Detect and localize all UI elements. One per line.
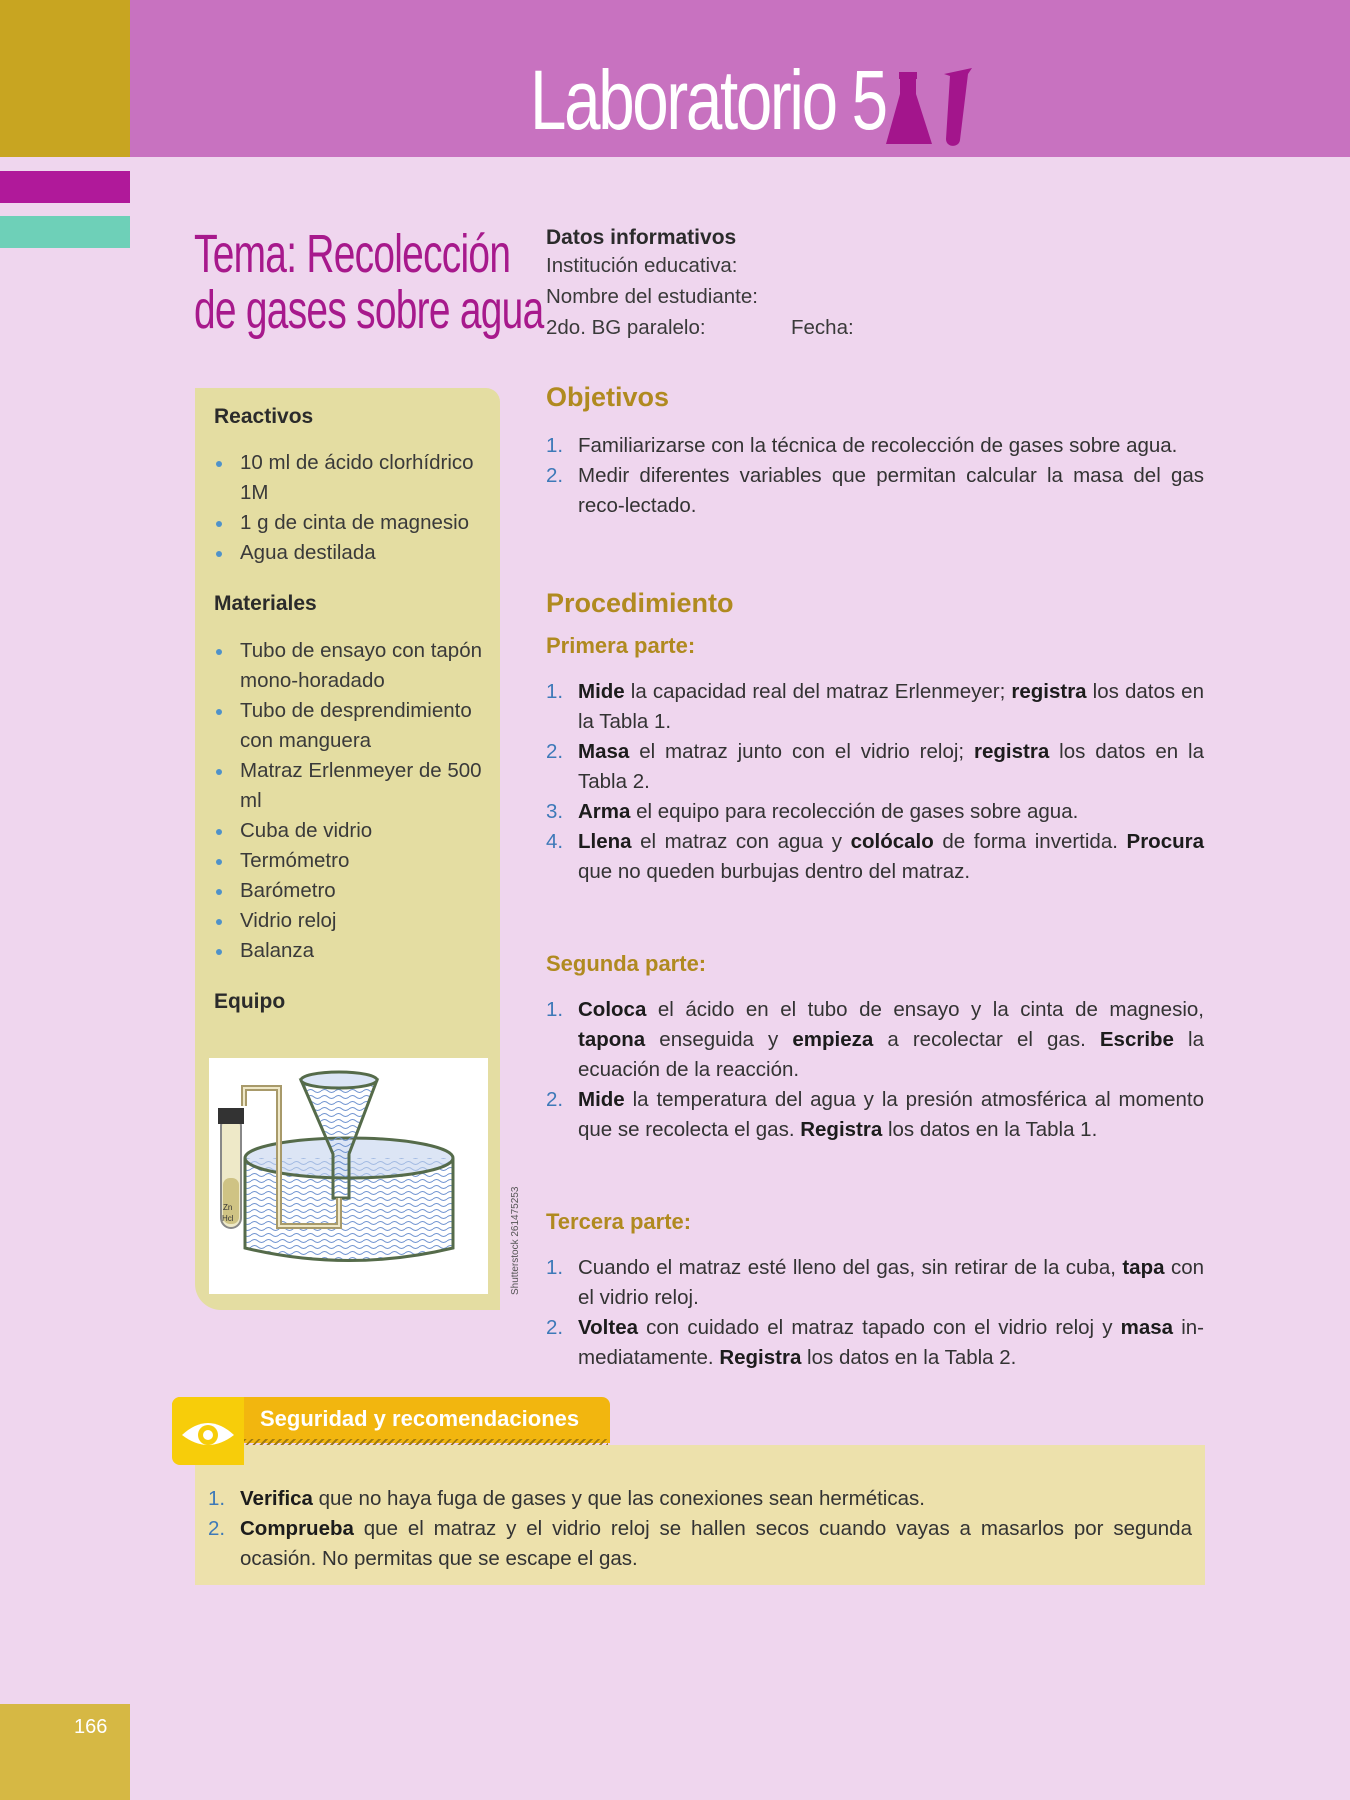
item-text: el ácido en el tubo de ensayo y la cinta de magnesio,	[646, 998, 1204, 1021]
list-item: 10 ml de ácido clorhídrico 1M	[214, 448, 490, 508]
item-text: que no haya fuga de gases y que las conexiones sean herméticas.	[312, 1487, 925, 1510]
item-number: 4.	[546, 830, 564, 853]
item-number: 2.	[546, 1316, 564, 1339]
safety-content	[208, 1484, 1192, 1574]
item-number: 1.	[208, 1487, 226, 1510]
item-text: in-mediatamente.	[578, 1316, 1204, 1369]
reagents-list	[214, 448, 490, 568]
verb: Verifica	[240, 1487, 313, 1510]
info-block	[546, 226, 1204, 343]
list-item	[546, 737, 1204, 797]
list-item: 1 g de cinta de magnesio	[214, 508, 490, 538]
tube-label-hcl: Hcl	[222, 1214, 234, 1223]
verb: empieza	[792, 1028, 874, 1051]
part-three-heading: Tercera parte:	[546, 1209, 692, 1234]
verb: Mide	[578, 680, 625, 703]
list-item	[546, 431, 1204, 461]
item-number: 1.	[546, 998, 564, 1021]
item-text: la ecuación de la reacción.	[578, 1028, 1205, 1081]
list-item	[546, 797, 1204, 827]
list-item	[546, 461, 1204, 521]
item-text: con cuidado el matraz tapado con el vidrio reloj y	[638, 1316, 1121, 1339]
item-text: los datos en la Tabla 1.	[578, 680, 1204, 733]
list-item	[546, 1085, 1204, 1145]
item-text: de forma invertida.	[933, 830, 1127, 853]
part-three-list	[546, 1253, 1204, 1373]
materials-list	[214, 636, 490, 966]
list-item: Tubo de ensayo con tapón mono-horadado	[214, 636, 490, 696]
list-item	[208, 1484, 1192, 1514]
list-item: Barómetro	[214, 876, 490, 906]
part-two-heading: Segunda parte:	[546, 951, 707, 976]
topic-title-line1: Tema: Recolección	[194, 224, 511, 284]
item-number: 1.	[546, 1256, 564, 1279]
list-item: Balanza	[214, 936, 490, 966]
info-parallel-row	[546, 312, 1204, 343]
info-student-name: Nombre del estudiante:	[546, 285, 758, 308]
item-text: con el vidrio reloj.	[578, 1256, 1204, 1309]
materials-heading: Materiales	[214, 592, 317, 615]
procedure-heading: Procedimiento	[546, 588, 734, 618]
verb: tapa	[1122, 1256, 1165, 1279]
item-text: Cuando el matraz esté lleno del gas, sin retirar de la cuba,	[578, 1256, 1123, 1279]
part-one-heading: Primera parte:	[546, 633, 696, 658]
flask-test-tube-icon	[886, 62, 986, 152]
objectives-section	[546, 382, 1204, 521]
part-two-list	[546, 995, 1204, 1145]
verb: registra	[1011, 680, 1087, 703]
item-text: el equipo para recolección de gases sobre agua.	[630, 800, 1079, 823]
list-item	[546, 827, 1204, 887]
verb: masa	[1120, 1316, 1174, 1339]
list-item	[208, 1514, 1192, 1574]
item-text: los datos en la Tabla 1.	[882, 1118, 1098, 1141]
verb: Arma	[578, 800, 631, 823]
part-one-list	[546, 677, 1204, 887]
info-parallel: 2do. BG paralelo:	[546, 316, 706, 339]
verb: Registra	[719, 1346, 802, 1369]
procedure-section	[546, 588, 1204, 1373]
decor-stripe-magenta	[0, 171, 130, 203]
equipment-heading: Equipo	[214, 990, 286, 1013]
verb: Procura	[1126, 830, 1205, 853]
item-text: a recolectar el gas.	[873, 1028, 1100, 1051]
topic-title	[194, 224, 544, 340]
verb: Escribe	[1099, 1028, 1174, 1051]
item-number: 2.	[546, 740, 564, 763]
verb: Llena	[578, 830, 632, 853]
list-item: Vidrio reloj	[214, 906, 490, 936]
list-item	[546, 677, 1204, 737]
verb: Voltea	[578, 1316, 638, 1339]
item-number: 2.	[546, 464, 564, 487]
list-item: Tubo de desprendimiento con manguera	[214, 696, 490, 756]
item-number: 2.	[546, 1088, 564, 1111]
item-text: el matraz con agua y	[631, 830, 851, 853]
image-credit: Shutterstock 261475253	[510, 1186, 521, 1295]
item-text: que no queden burbujas dentro del matraz.	[578, 860, 971, 883]
item-text: los datos en la Tabla 2.	[578, 740, 1204, 793]
item-text: el matraz junto con el vidrio reloj;	[629, 740, 975, 763]
verb: Mide	[578, 1088, 625, 1111]
item-text: la capacidad real del matraz Erlenmeyer;	[624, 680, 1012, 703]
eye-icon	[172, 1397, 244, 1465]
verb: Registra	[800, 1118, 883, 1141]
page-title: Laboratorio 5	[530, 53, 886, 147]
decor-stripe-teal	[0, 216, 130, 248]
page-number: 166	[74, 1716, 108, 1738]
item-text: la temperatura del agua y la presión atmosférica al momento que se recolecta el gas.	[578, 1088, 1204, 1141]
verb: registra	[974, 740, 1050, 763]
reagents-heading: Reactivos	[214, 405, 314, 428]
safety-list	[208, 1484, 1192, 1574]
verb: tapona	[578, 1028, 646, 1051]
tube-label-zn: Zn	[223, 1203, 233, 1212]
topic-title-line2: de gases sobre agua	[194, 280, 544, 340]
list-item	[546, 995, 1204, 1085]
list-item	[546, 1313, 1204, 1373]
objectives-list	[546, 431, 1204, 521]
sidebar-content	[214, 405, 490, 1014]
corner-gold-block	[0, 0, 130, 157]
list-item: Agua destilada	[214, 538, 490, 568]
list-item: Termómetro	[214, 846, 490, 876]
item-number: 1.	[546, 434, 564, 457]
safety-tab-hatch	[244, 1439, 608, 1445]
item-text: los datos en la Tabla 2.	[801, 1346, 1017, 1369]
safety-icon-box	[172, 1397, 244, 1465]
footer-gold-block	[0, 1704, 130, 1800]
list-item: Cuba de vidrio	[214, 816, 490, 846]
safety-heading: Seguridad y recomendaciones	[260, 1406, 580, 1431]
item-text: Familiarizarse con la técnica de recolección de gases sobre agua.	[578, 434, 1178, 457]
item-number: 2.	[208, 1517, 226, 1540]
list-item	[546, 1253, 1204, 1313]
item-number: 3.	[546, 800, 564, 823]
verb: colócalo	[850, 830, 934, 853]
list-item: Matraz Erlenmeyer de 500 ml	[214, 756, 490, 816]
verb: Masa	[578, 740, 630, 763]
info-date: Fecha:	[791, 316, 854, 339]
verb: Coloca	[578, 998, 647, 1021]
item-text: Medir diferentes variables que permitan calcular la masa del gas reco-lectado.	[578, 464, 1204, 517]
objectives-heading: Objetivos	[546, 382, 670, 412]
item-text: enseguida y	[645, 1028, 793, 1051]
item-text: que el matraz y el vidrio reloj se hallen secos cuando vayas a masarlos por segunda ocasión. No permitas que se escape el gas.	[240, 1517, 1192, 1570]
equipment-illustration	[209, 1058, 488, 1294]
gas-collection-apparatus-icon	[209, 1058, 488, 1294]
info-institution: Institución educativa:	[546, 254, 738, 277]
info-heading: Datos informativos	[546, 226, 737, 249]
item-number: 1.	[546, 680, 564, 703]
verb: Comprueba	[240, 1517, 354, 1540]
